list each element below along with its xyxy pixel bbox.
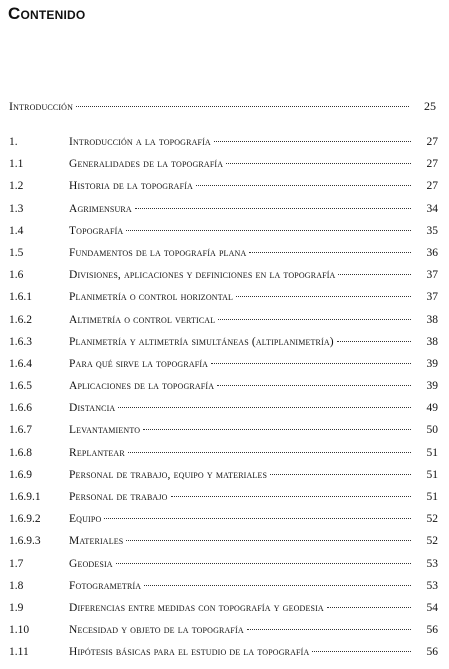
toc-entry-title: Geodesia (69, 557, 113, 570)
toc-entry-number: 1.6.8 (9, 446, 32, 459)
toc-entry (0, 247, 449, 269)
toc-entry-page: 51 (426, 491, 438, 503)
toc-entry-page: 51 (426, 468, 438, 481)
toc-entry-title: Generalidades de la topografía (69, 158, 224, 171)
toc-entry (0, 424, 449, 446)
toc-entry-page: 56 (426, 646, 438, 659)
toc-entry-title: Equipo (69, 513, 102, 526)
toc-entry-page: 38 (426, 335, 438, 348)
toc-entry-number: 1.6.9.1 (9, 491, 41, 503)
toc-entry-number: 1.6.2 (9, 313, 32, 326)
toc-entry-number: 1.4 (9, 224, 24, 237)
dot-leader (249, 252, 411, 253)
toc-entry-title: Para qué sirve la topografía (69, 357, 209, 370)
dot-leader (128, 452, 411, 453)
toc-entry-title: Distancia (69, 402, 116, 415)
dot-leader (143, 429, 411, 430)
toc-entry-title: Personal de trabajo (69, 491, 168, 503)
toc-entry-page: 53 (426, 557, 438, 570)
toc-entry-page: 36 (426, 246, 438, 259)
toc-entry-number: 1.2 (9, 180, 24, 193)
toc-entry-number: 1.6.7 (9, 424, 32, 437)
toc-entry (0, 291, 449, 313)
toc-entry-introduction (9, 99, 438, 114)
dot-leader (312, 651, 411, 652)
toc-entry-title: Materiales (69, 535, 124, 548)
dot-leader (217, 385, 411, 386)
toc-entry-page: 53 (426, 579, 438, 592)
toc-entry-title: Introducción (9, 99, 74, 113)
toc-entry-page: 37 (426, 291, 438, 304)
toc-entry-page: 39 (426, 380, 438, 393)
toc-entry-title: Agrimensura (69, 202, 132, 215)
toc-entry-number: 1.6.3 (9, 335, 32, 348)
dot-leader (327, 607, 411, 608)
toc-entry-number: 1.6.4 (9, 357, 32, 370)
dot-leader (337, 341, 411, 342)
toc-entry-number: 1.10 (9, 624, 30, 637)
toc-entry-number: 1. (9, 136, 18, 148)
toc-entry-number: 1.7 (9, 557, 24, 570)
toc-entry (0, 314, 449, 336)
toc-entry-page: 27 (426, 158, 438, 171)
toc-entry-number: 1.1 (9, 158, 24, 171)
toc-entry (0, 491, 449, 513)
toc-entry-title: Levantamiento (69, 424, 141, 437)
dot-leader (171, 496, 411, 497)
page-title: Contenido (8, 4, 86, 23)
toc-entry-title: Personal de trabajo, equipo y materiales (69, 468, 268, 481)
dot-leader (144, 585, 411, 586)
dot-leader (218, 319, 411, 320)
toc-entry (0, 624, 449, 646)
toc-entry-page: 34 (426, 202, 438, 215)
toc-entry (0, 558, 449, 580)
toc-entry (0, 180, 449, 202)
toc-entry (0, 402, 449, 424)
dot-leader (126, 540, 411, 541)
toc-entry-page: 27 (426, 180, 438, 193)
toc-entry-page: 54 (426, 601, 438, 614)
dot-leader (135, 208, 411, 209)
toc-entry-title: Altimetría o control vertical (69, 313, 216, 326)
toc-entry-title: Fotogrametría (69, 579, 142, 592)
toc-entry (0, 380, 449, 402)
toc-entry-title: Divisiones, aplicaciones y definiciones en la topografía (69, 269, 336, 282)
toc-entry-number: 1.11 (9, 646, 29, 659)
toc-entry-number: 1.6 (9, 269, 24, 282)
toc-entry (0, 203, 449, 225)
toc-entry (0, 513, 449, 535)
toc-entry-page: 52 (426, 513, 438, 526)
toc-entry-title: Planimetría y altimetría simultáneas (altiplanimetría) (69, 335, 334, 348)
toc-entry (0, 136, 449, 158)
toc-entry-number: 1.8 (9, 579, 24, 592)
toc-entry-page: 49 (426, 402, 438, 415)
dot-leader (236, 296, 411, 297)
toc-entry-title: Aplicaciones de la topografía (69, 380, 215, 393)
dot-leader (116, 563, 411, 564)
dot-leader (226, 163, 411, 164)
toc-entry (0, 358, 449, 380)
toc-entry-title: Historia de la topografía (69, 180, 193, 193)
dot-leader (247, 629, 411, 630)
toc-entry (0, 646, 449, 668)
toc-entry-number: 1.6.9.3 (9, 535, 41, 548)
toc-entry-page: 38 (426, 313, 438, 326)
toc-entry-title: Planimetría o control horizontal (69, 291, 234, 304)
toc-list (0, 136, 449, 669)
toc-entry-number: 1.6.9.2 (9, 513, 41, 526)
toc-entry-title: Topografía (69, 224, 124, 237)
toc-entry-number: 1.6.6 (9, 402, 32, 415)
toc-entry-page: 56 (426, 624, 438, 637)
toc-entry (0, 602, 449, 624)
dot-leader (270, 474, 411, 475)
toc-entry-number: 1.9 (9, 601, 24, 614)
toc-entry-page: 52 (426, 535, 438, 548)
toc-entry-number: 1.6.9 (9, 468, 32, 481)
toc-entry (0, 535, 449, 557)
toc-entry-number: 1.5 (9, 246, 24, 259)
dot-leader (76, 106, 409, 107)
toc-entry (0, 447, 449, 469)
dot-leader (104, 518, 411, 519)
dot-leader (118, 407, 411, 408)
toc-entry (0, 269, 449, 291)
toc-entry-title: Introducción a la topografía (69, 136, 211, 148)
toc-entry-page: 35 (426, 224, 438, 237)
toc-entry-title: Necesidad y objeto de la topografía (69, 624, 244, 637)
dot-leader (214, 141, 411, 142)
toc-entry-page: 50 (426, 424, 438, 437)
toc-entry-number: 1.3 (9, 202, 24, 215)
toc-entry-number: 1.6.1 (9, 291, 32, 304)
toc-entry-page: 27 (426, 136, 438, 148)
toc-entry (0, 225, 449, 247)
toc-entry-page: 37 (426, 269, 438, 282)
dot-leader (126, 230, 411, 231)
toc-entry (0, 336, 449, 358)
toc-entry (0, 580, 449, 602)
toc-entry-title: Diferencias entre medidas con topografía y geodesia (69, 601, 324, 614)
toc-entry-page: 39 (426, 357, 438, 370)
toc-entry-number: 1.6.5 (9, 380, 32, 393)
toc-entry-page: 25 (424, 99, 436, 113)
toc-entry-title: Hipótesis básicas para el estudio de la topografía (69, 646, 310, 659)
dot-leader (196, 185, 411, 186)
toc-entry-page: 51 (426, 446, 438, 459)
dot-leader (338, 274, 411, 275)
toc-entry (0, 158, 449, 180)
dot-leader (211, 363, 411, 364)
toc-entry-title: Fundamentos de la topografía plana (69, 246, 247, 259)
toc-entry-title: Replantear (69, 446, 125, 459)
toc-entry (0, 469, 449, 491)
